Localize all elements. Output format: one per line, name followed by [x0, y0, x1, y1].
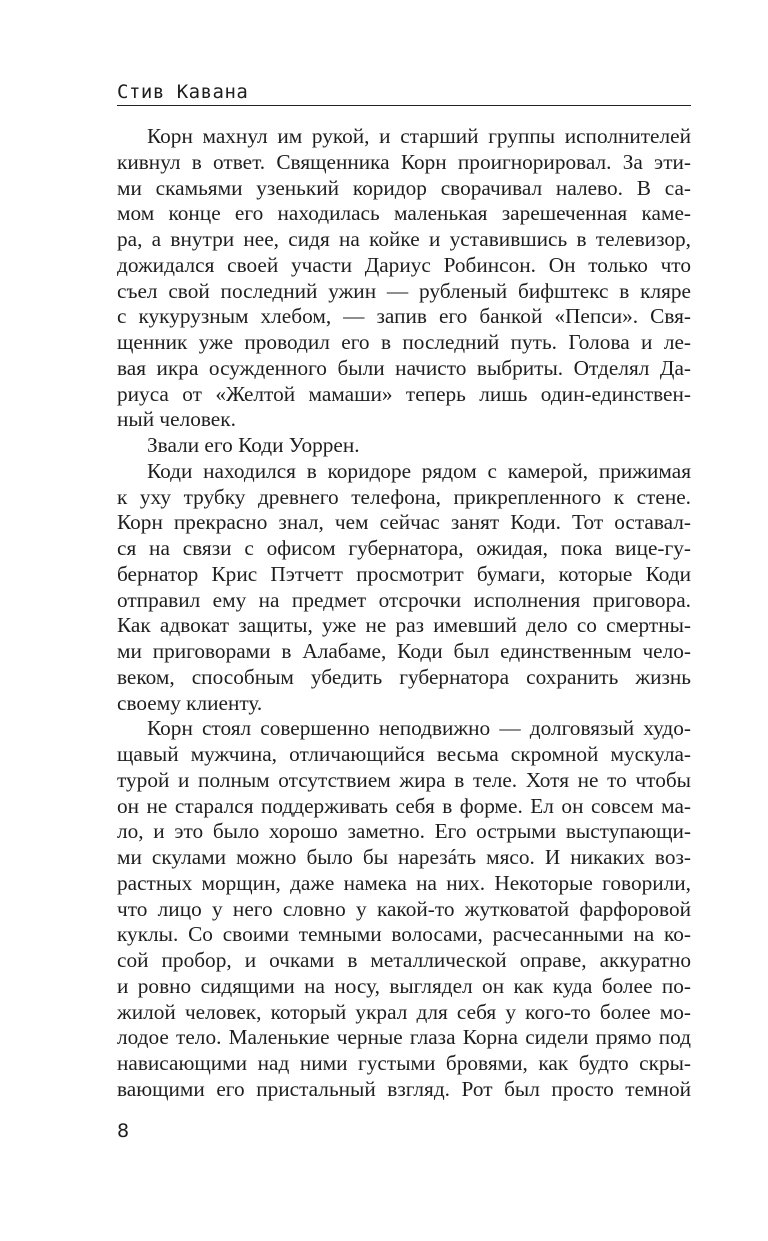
- text-line: Коди находился в коридоре рядом с камерой, прижимая: [147, 458, 691, 483]
- text-line: ми скамьями узенький коридор сворачивал налево. В са-: [117, 175, 691, 200]
- text-line: щенник уже проводил его в последний путь. Голова и ле-: [117, 330, 691, 354]
- text-line: веком, способным убедить губернатора сохранить жизнь: [117, 664, 691, 689]
- header-rule: [117, 105, 691, 106]
- text-line: ло, и это было хорошо заметно. Его острыми выступающи-: [117, 819, 691, 844]
- text-line: нависающими над ними густыми бровями, как будто скры-: [117, 1051, 691, 1075]
- text-line: Как адвокат защиты, уже не раз имевший дело со смертны-: [117, 613, 691, 638]
- text-line: риуса от «Желтой мамаши» теперь лишь один-единствен-: [117, 381, 691, 406]
- text-line: отправил ему на предмет отсрочки исполнения приговора.: [117, 587, 691, 612]
- text-line: своему клиенту.: [117, 690, 263, 715]
- text-line: лодое тело. Маленькие черные глаза Корна сидели прямо под: [117, 1025, 691, 1050]
- text-line: бернатор Крис Пэтчетт просмотрит бумаги, которые Коди: [117, 561, 691, 586]
- running-head-author: Стив Кавана: [117, 81, 249, 103]
- text-line: Корн прекрасно знал, чем сейчас занят Коди. Тот оставал-: [117, 510, 691, 535]
- text-line: вая икра осужденного были начисто выбриты. Отделял Да-: [117, 355, 691, 380]
- text-line: Звали его Коди Уоррен.: [147, 433, 360, 457]
- text-line: дожидался своей участи Дариус Робинсон. Он только что: [117, 252, 691, 277]
- text-line: что лицо у него словно у какой-то жутковатой фарфоровой: [117, 896, 691, 921]
- text-line: мом конце его находилась маленькая зарешеченная каме-: [117, 201, 691, 226]
- text-line: Корн стоял совершенно неподвижно — долговязый худо-: [147, 716, 691, 741]
- text-line: турой и полным отсутствием жира в теле. Хотя не то чтобы: [117, 767, 691, 792]
- text-line: куклы. Со своими темными волосами, расчесанными на ко-: [117, 922, 691, 947]
- text-line: вающими его пристальный взгляд. Рот был просто темной: [117, 1076, 691, 1101]
- body-text: [117, 124, 691, 1103]
- text-line: ми приговорами в Алабаме, Коди был единственным чело-: [117, 639, 691, 663]
- text-line: ся на связи с офисом губернатора, ожидая, пока вице-гу-: [117, 536, 691, 560]
- text-line: к уху трубку древнего телефона, прикрепленного к стене.: [117, 484, 691, 509]
- text-line: кивнул в ответ. Священника Корн проигнорировал. За эти-: [117, 149, 691, 174]
- text-line: ми скулами можно было бы нарезáть мясо. И никаких воз-: [117, 845, 691, 869]
- text-line: щавый мужчина, отличающийся весьма скромной мускула-: [117, 742, 691, 766]
- text-line: жилой человек, который украл для себя у кого-то более мо-: [117, 999, 691, 1024]
- text-line: сой пробор, и очками в металлической оправе, аккуратно: [117, 948, 691, 972]
- page-number: 8: [117, 1120, 130, 1142]
- text-line: с кукурузным хлебом, — запив его банкой «Пепси». Свя-: [117, 304, 691, 329]
- text-line: растных морщин, даже намека на них. Некоторые говорили,: [117, 870, 691, 895]
- text-line: ный человек.: [117, 407, 236, 432]
- text-line: и ровно сидящими на носу, выглядел он как куда более по-: [117, 973, 691, 998]
- text-line: Корн махнул им рукой, и старший группы исполнителей: [147, 124, 691, 148]
- text-line: он не старался поддерживать себя в форме. Ел он совсем ма-: [117, 793, 691, 818]
- text-line: съел свой последний ужин — рубленый бифштекс в кляре: [117, 278, 691, 303]
- text-line: ра, а внутри нее, сидя на койке и уставившись в телевизор,: [117, 227, 691, 251]
